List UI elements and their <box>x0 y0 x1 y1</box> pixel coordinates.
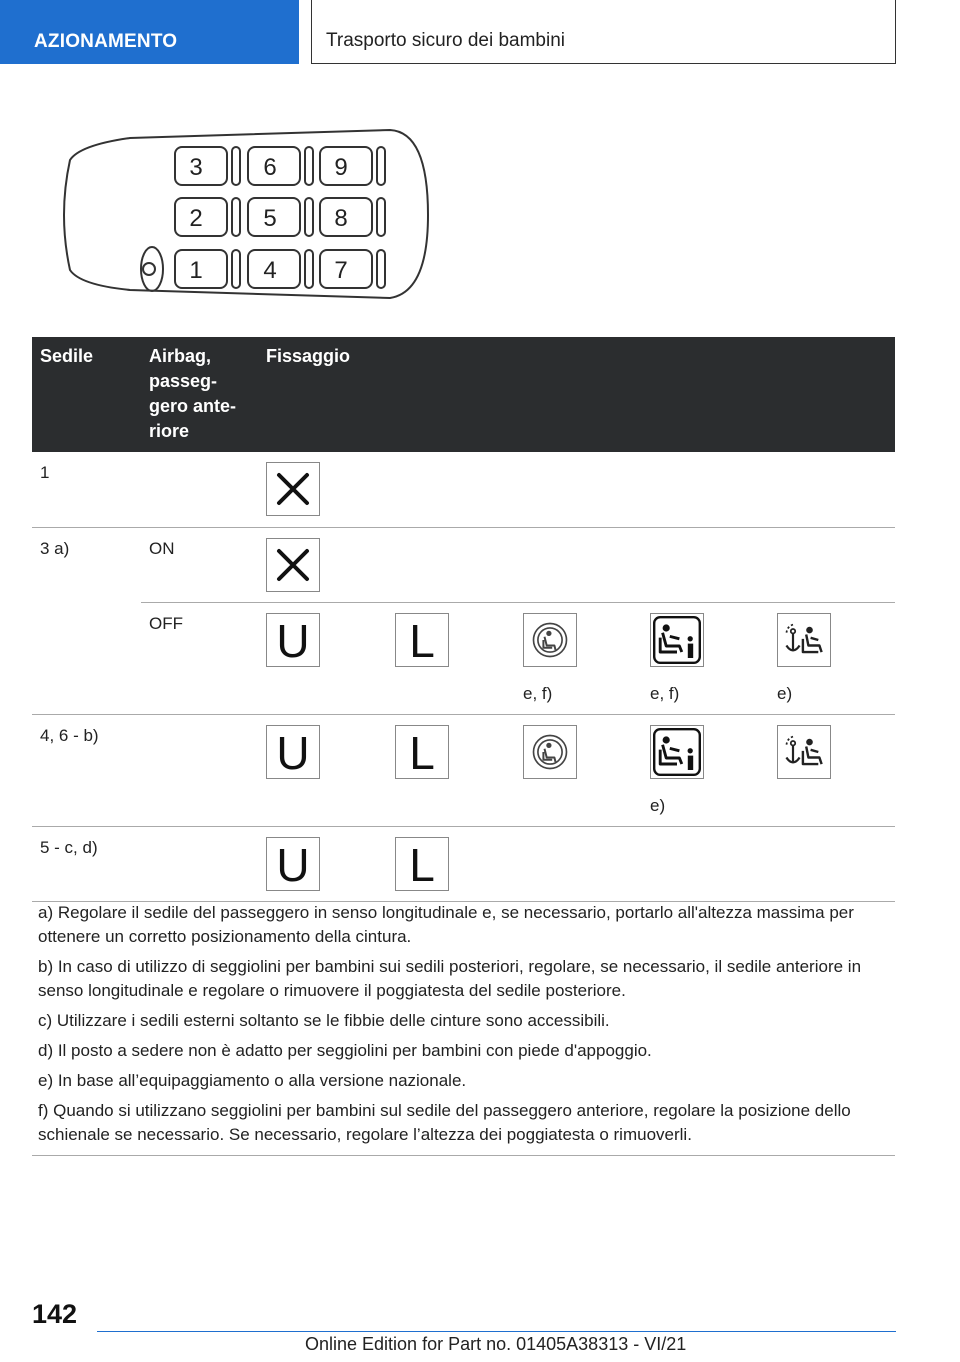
seat-number-5: 5 <box>263 205 277 232</box>
fixing-cell <box>769 602 895 714</box>
isofix-seat-icon <box>523 725 577 779</box>
table-row <box>32 452 895 527</box>
page-header <box>311 0 896 64</box>
header-seat: Sedile <box>32 337 141 452</box>
universal-u-icon: U <box>266 613 320 667</box>
fixing-cell <box>642 714 769 826</box>
seat-number-3: 3 <box>189 154 203 181</box>
lateral-l-icon: L <box>395 725 449 779</box>
page-title: Trasporto sicuro dei bambini <box>326 30 566 51</box>
footer-divider <box>97 1331 896 1332</box>
i-size-seat-icon <box>650 613 704 667</box>
header-blank <box>515 337 642 452</box>
table-row <box>32 826 895 901</box>
seat-cell: 3 a) <box>40 538 70 558</box>
fixing-cell <box>387 714 515 826</box>
footnote-ref: e) <box>777 683 793 703</box>
section-title: AZIONAMENTO <box>34 31 178 52</box>
fixing-cell <box>258 527 387 602</box>
footnote-ref: e, f) <box>650 683 680 703</box>
header-airbag: Airbag, passeggero anteriore <box>141 337 258 452</box>
universal-u-icon: U <box>266 725 320 779</box>
airbag-cell: OFF <box>141 602 258 714</box>
fixing-cell <box>515 602 642 714</box>
seat-cell: 5 - c, d) <box>32 826 141 901</box>
footnote-f: f) Quando si utilizzano seggiolini per bambini sul sedile del passeggero anteriore, regolare la posizione dello schienale se necessario. Se necessario, regolare l’altezza dei poggiatesta o rimuoverli. <box>38 1101 851 1144</box>
fixing-cell <box>387 602 515 714</box>
top-tether-anchor-icon <box>777 613 831 667</box>
seat-number-2: 2 <box>189 205 203 232</box>
seat-cell: 1 <box>32 452 141 527</box>
table-row <box>32 602 895 714</box>
footnote-b: b) In caso di utilizzo di seggiolini per bambini sui sedili posteriori, regolare, se necessario, il sedile anteriore in senso longitudinale e regolare o rimuovere il poggiatesta del sedile posteriore. <box>38 957 862 1000</box>
cross-icon <box>266 538 320 592</box>
footnotes <box>32 893 895 1156</box>
seat-number-1: 1 <box>189 257 203 284</box>
footnote-a: a) Regolare il sedile del passeggero in senso longitudinale e, se necessario, portarlo all'altezza massima per ottenere un corretto posizionamento della cintura. <box>38 903 854 946</box>
seat-layout-diagram <box>50 120 430 305</box>
fixing-cell <box>258 602 387 714</box>
header-fixing: Fissaggio <box>258 337 387 452</box>
footnote-ref: e, f) <box>523 683 553 703</box>
fixing-cell <box>258 714 387 826</box>
table-row <box>32 714 895 826</box>
page-number: 142 <box>32 1299 78 1329</box>
seat-number-9: 9 <box>334 154 348 181</box>
footnote-ref: e) <box>650 795 666 815</box>
header-blank <box>769 337 895 452</box>
footnote-e: e) In base all’equipaggiamento o alla versione nazionale. <box>38 1071 467 1090</box>
seat-number-8: 8 <box>334 205 348 232</box>
footer-edition: Online Edition for Part no. 01405A38313 - VI/21 <box>305 1334 687 1354</box>
fixing-cell <box>642 602 769 714</box>
footnote-c: c) Utilizzare i sedili esterni soltanto se le fibbie delle cinture sono accessibili. <box>38 1011 610 1030</box>
footnote-d: d) Il posto a sedere non è adatto per seggiolini per bambini con piede d'appoggio. <box>38 1041 652 1060</box>
fixing-cell <box>769 714 895 826</box>
fixing-cell <box>387 826 515 901</box>
seat-number-4: 4 <box>263 257 277 284</box>
table-header-row <box>32 337 895 452</box>
seat-number-6: 6 <box>263 154 277 181</box>
lateral-l-icon: L <box>395 837 449 891</box>
seat-number-7: 7 <box>334 257 348 284</box>
isofix-seat-icon <box>523 613 577 667</box>
top-tether-anchor-icon <box>777 725 831 779</box>
seat-cell: 4, 6 - b) <box>32 714 141 826</box>
cross-icon <box>266 462 320 516</box>
child-seat-table <box>32 337 895 902</box>
i-size-seat-icon <box>650 725 704 779</box>
header-blank <box>642 337 769 452</box>
fixing-cell <box>258 826 387 901</box>
airbag-cell <box>141 452 258 527</box>
lateral-l-icon: L <box>395 613 449 667</box>
universal-u-icon: U <box>266 837 320 891</box>
table-row <box>32 527 895 602</box>
airbag-cell: ON <box>141 527 258 602</box>
fixing-cell <box>515 714 642 826</box>
header-blank <box>387 337 515 452</box>
section-tab <box>0 0 299 64</box>
fixing-cell <box>258 452 387 527</box>
